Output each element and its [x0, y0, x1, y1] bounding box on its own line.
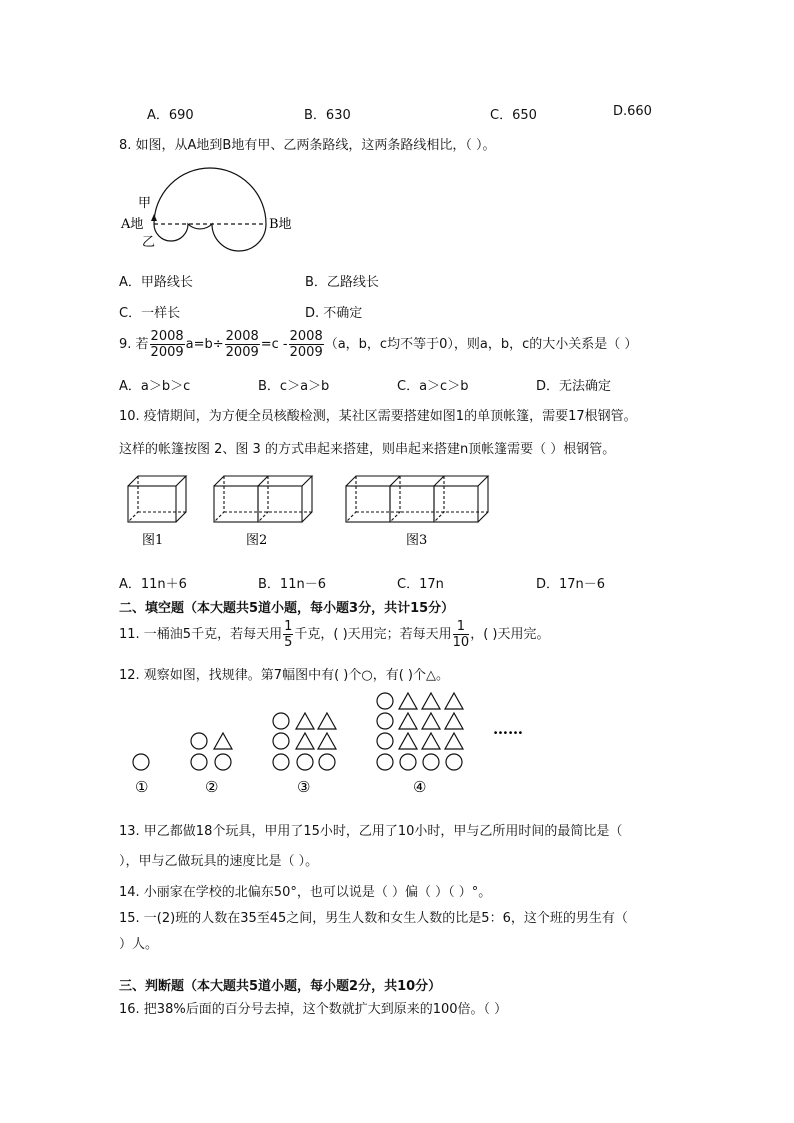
- q12-question: 12. 观察如图，找规律。第7幅图中有( )个○，有( )个△。: [119, 668, 449, 683]
- q10-line1: 10. 疫情期间，为方便全员核酸检测，某社区需要搭建如图1的单顶帐篷，需要17根钢管。: [119, 409, 637, 424]
- q10-tent-figures: [120, 470, 500, 555]
- q15-line2: ）人。: [119, 937, 159, 952]
- fraction: $\frac{1}{10}$: [452, 619, 470, 650]
- q15-line1: 15. 一(2)班的人数在35至45之间，男生人数和女生人数的比是5：6，这个班的男生有（: [119, 911, 628, 926]
- fraction: $\frac{2008}{2009}$: [289, 329, 323, 360]
- q7-option-d: D.660: [613, 104, 652, 119]
- fraction: $\frac{2008}{2009}$: [225, 329, 259, 360]
- q13-line2: ），甲与乙做玩具的速度比是（ ）。: [119, 854, 319, 869]
- q8-option-a: A．甲路线长: [119, 275, 193, 290]
- q8-question: 8. 如图，从A地到B地有甲、乙两条路线，这两条路线相比，（ ）。: [119, 138, 496, 153]
- q10-option-a: A．11n＋6: [119, 577, 187, 592]
- q11-question: 11. 一桶油5千克，若每天用 $\frac{1}{5}$ 千克，( )天用完；若每天用 $\frac{1}{10}$ ，( )天用完。: [119, 619, 550, 650]
- q9-option-a: A．a＞b＞c: [119, 379, 191, 394]
- q8-route-figure: [116, 160, 306, 260]
- fig-label-2: ②: [205, 778, 219, 796]
- fraction: $\frac{1}{5}$: [284, 619, 293, 650]
- q10-option-c: C．17n: [397, 577, 444, 592]
- q7-option-b: B．630: [304, 108, 351, 123]
- ellipsis: ……: [493, 720, 523, 738]
- fig3-label: 图3: [406, 533, 428, 548]
- fig-label-4: ④: [413, 778, 427, 796]
- section-heading-fill-in: 二、填空题（本大题共5道小题，每小题3分，共计15分）: [119, 601, 455, 616]
- q9-question: 9. 若 $\frac{2008}{2009}$ a=b÷ $\frac{2008}{2009}$ =c - $\frac{2008}{2009}$ （a，b，c均不等于0），则a，b，c的大小关系是（ ）: [119, 329, 638, 360]
- q9-option-d: D．无法确定: [536, 379, 612, 394]
- q8-option-d: D. 不确定: [305, 306, 363, 321]
- fig-label-3: ③: [297, 778, 311, 796]
- q7-option-a: A．690: [147, 108, 194, 123]
- fig-label-1: ①: [135, 778, 149, 796]
- q10-option-b: B．11n－6: [258, 577, 326, 592]
- fraction: $\frac{2008}{2009}$: [150, 329, 184, 360]
- q12-pattern-figure: [125, 688, 565, 798]
- fig2-label: 图2: [246, 533, 268, 548]
- q7-option-c: C．650: [490, 108, 537, 123]
- fig1-label: 图1: [142, 533, 164, 548]
- section-heading-true-false: 三、判断题（本大题共5道小题，每小题2分，共10分）: [119, 979, 442, 994]
- q10-line2: 这样的帐篷按图 2、图 3 的方式串起来搭建，则串起来搭建n顶帐篷需要（ ）根钢管。: [119, 442, 616, 457]
- point-label-b: B地: [269, 217, 292, 232]
- q13-line1: 13. 甲乙都做18个玩具，甲用了15小时，乙用了10小时，甲与乙所用时间的最简比是（: [119, 824, 623, 839]
- q14-question: 14. 小丽家在学校的北偏东50°，也可以说是（ ）偏（ ）（ ）°。: [119, 885, 492, 900]
- route-label-yi: 乙: [142, 235, 156, 250]
- q8-option-b: B．乙路线长: [305, 275, 379, 290]
- q9-option-c: C．a＞c＞b: [397, 379, 469, 394]
- point-label-a: A地: [121, 217, 144, 232]
- q10-option-d: D．17n－6: [536, 577, 606, 592]
- q9-option-b: B．c＞a＞b: [258, 379, 330, 394]
- route-label-jia: 甲: [138, 196, 152, 211]
- q16-question: 16. 把38%后面的百分号去掉，这个数就扩大到原来的100倍。（ ）: [119, 1002, 508, 1017]
- q8-option-c: C．一样长: [119, 306, 181, 321]
